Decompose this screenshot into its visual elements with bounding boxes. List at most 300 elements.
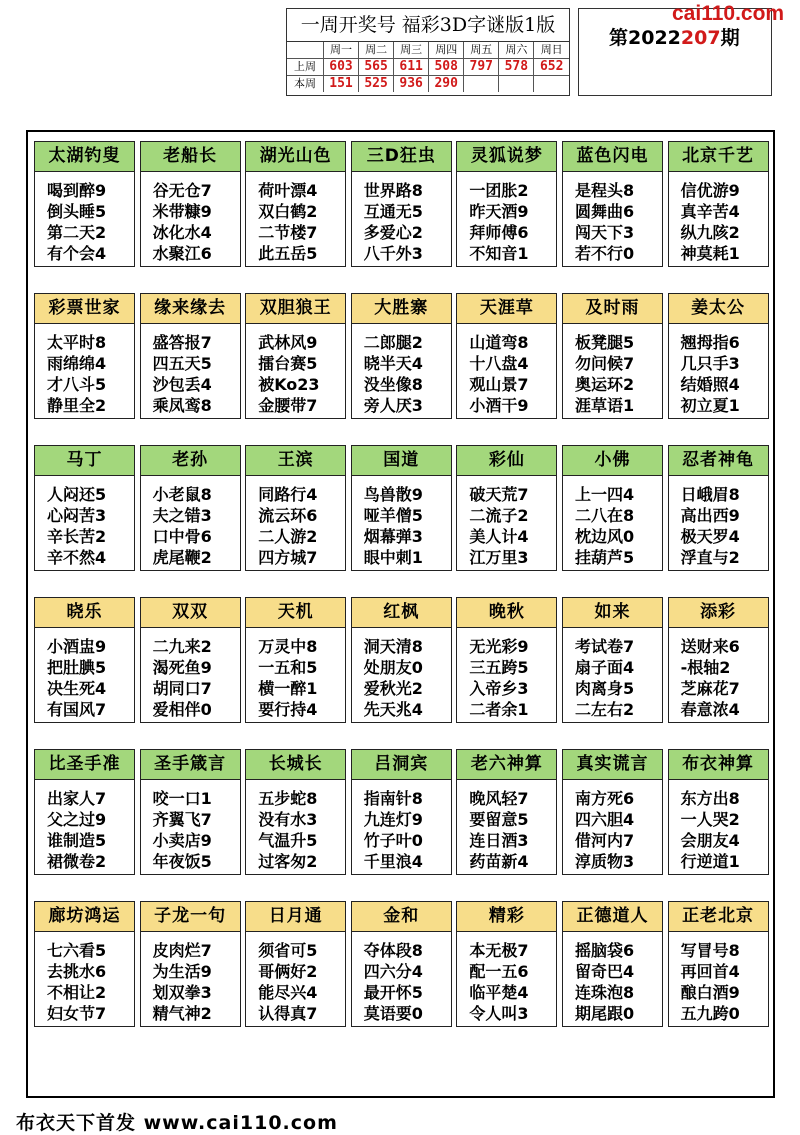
clue-line: 二节楼7 (258, 223, 318, 242)
card-clues (141, 324, 240, 416)
draw-number: 508 (429, 59, 464, 76)
clue-line: 皮肉烂7 (152, 941, 212, 960)
card-author: 吕洞宾 (352, 750, 451, 780)
draw-number: 797 (464, 59, 499, 76)
clue-line: 双白鹤2 (258, 202, 318, 221)
clue-line: 最开怀5 (363, 983, 423, 1002)
card-clues (35, 476, 134, 568)
clue-line: 雨绵绵4 (47, 354, 107, 373)
puzzle-card (351, 445, 452, 571)
clue-line: 静里全2 (47, 396, 107, 415)
puzzle-card (245, 597, 346, 723)
clue-line: 肉离身5 (574, 679, 635, 698)
card-clues (457, 780, 556, 872)
this-week-label: 本周 (287, 76, 324, 93)
card-author: 布衣神算 (669, 750, 768, 780)
puzzle-card (668, 445, 769, 571)
card-clues (246, 780, 345, 872)
puzzle-card (140, 293, 241, 419)
card-author: 湖光山色 (246, 142, 345, 172)
clue-line: 同路行4 (258, 485, 318, 504)
clue-line: 辛不然4 (47, 548, 107, 567)
clue-line: 四六胆4 (574, 810, 635, 829)
clue-line: 美人计4 (469, 527, 529, 546)
clue-line: 九连灯9 (363, 810, 423, 829)
day-label: 周六 (499, 42, 534, 59)
clue-line: 裙微卷2 (47, 852, 107, 871)
clue-line: 鸟兽散9 (363, 485, 423, 504)
this-week-row (287, 76, 569, 93)
clue-line: 昨天酒9 (469, 202, 529, 221)
card-clues (35, 932, 134, 1024)
puzzle-card (351, 901, 452, 1027)
clue-line: 几只手3 (680, 354, 740, 373)
puzzle-card (562, 901, 663, 1027)
day-label: 周一 (324, 42, 359, 59)
card-author: 添彩 (669, 598, 768, 628)
clue-line: 万灵中8 (258, 637, 318, 656)
clue-line: 千里浪4 (363, 852, 423, 871)
clue-line: 人闷还5 (47, 485, 107, 504)
card-clues (669, 172, 768, 264)
clue-line: 高出西9 (680, 506, 740, 525)
puzzle-card (562, 445, 663, 571)
draw-number (464, 76, 499, 93)
clue-line: 夫之错3 (152, 506, 212, 525)
clue-line: 要留意5 (469, 810, 529, 829)
clue-line: 二人游2 (258, 527, 318, 546)
clue-line: 二九来2 (152, 637, 212, 656)
card-clues (352, 324, 451, 416)
clue-line: 拜师傅6 (469, 223, 529, 242)
card-author: 忍者神龟 (669, 446, 768, 476)
card-clues (563, 780, 662, 872)
clue-line: 竹子叶0 (363, 831, 423, 850)
card-clues (352, 628, 451, 720)
day-label: 周五 (464, 42, 499, 59)
clue-line: 虎尾鞭2 (152, 548, 212, 567)
puzzle-card (456, 293, 557, 419)
puzzle-card (34, 749, 135, 875)
card-clues (35, 628, 134, 720)
puzzle-card (668, 141, 769, 267)
card-author: 老船长 (141, 142, 240, 172)
clue-line: 没坐像8 (363, 375, 423, 394)
clue-line: 太平时8 (47, 333, 107, 352)
clue-line: 有个会4 (47, 244, 107, 263)
card-clues (563, 324, 662, 416)
clue-line: 勿问候7 (574, 354, 635, 373)
clue-line: 二流子2 (469, 506, 529, 525)
card-clues (141, 780, 240, 872)
puzzle-card (562, 141, 663, 267)
clue-line: 入帝乡3 (469, 679, 529, 698)
puzzle-card (351, 597, 452, 723)
clue-line: 米带糠9 (152, 202, 212, 221)
clue-line: 酿白酒9 (680, 983, 740, 1002)
puzzle-card (668, 749, 769, 875)
puzzle-card (456, 597, 557, 723)
card-author: 双双 (141, 598, 240, 628)
clue-line: 过客匆2 (258, 852, 318, 871)
card-clues (246, 932, 345, 1024)
draw-number (534, 76, 569, 93)
clue-line: 浮直与2 (680, 548, 740, 567)
card-author: 彩票世家 (35, 294, 134, 324)
clue-line: 行逆道1 (680, 852, 740, 871)
puzzle-card-grid (34, 141, 769, 1027)
clue-line: 父之过9 (47, 810, 107, 829)
card-author: 姜太公 (669, 294, 768, 324)
draw-number: 565 (359, 59, 394, 76)
puzzle-card (562, 597, 663, 723)
draw-number (499, 76, 534, 93)
clue-line: 胡同口7 (152, 679, 212, 698)
clue-line: 留奇巴4 (574, 962, 635, 981)
clue-line: 无光彩9 (469, 637, 529, 656)
puzzle-card (140, 445, 241, 571)
clue-line: 晚风轻7 (469, 789, 529, 808)
clue-line: 一团胀2 (469, 181, 529, 200)
clue-line: 妇女节7 (47, 1004, 107, 1023)
day-label: 周三 (394, 42, 429, 59)
clue-line: 被Ko23 (258, 375, 320, 394)
clue-line: 会朋友4 (680, 831, 740, 850)
clue-line: 奥运环2 (574, 375, 635, 394)
clue-line: 二郎腿2 (363, 333, 423, 352)
clue-line: 借河内7 (574, 831, 635, 850)
card-clues (352, 780, 451, 872)
clue-line: 东方出8 (680, 789, 740, 808)
clue-line: 洞天清8 (363, 637, 423, 656)
clue-line: 淳质物3 (574, 852, 635, 871)
clue-line: 连珠泡8 (574, 983, 635, 1002)
card-author: 及时雨 (563, 294, 662, 324)
clue-line: 谷无仓7 (152, 181, 212, 200)
clue-line: 八千外3 (363, 244, 423, 263)
puzzle-card (34, 293, 135, 419)
card-author: 灵狐说梦 (457, 142, 556, 172)
clue-line: 临平楚4 (469, 983, 529, 1002)
card-author: 真实谎言 (563, 750, 662, 780)
clue-line: 芝麻花7 (680, 679, 740, 698)
card-clues (669, 628, 768, 720)
clue-line: 此五岳5 (258, 244, 318, 263)
puzzle-card (456, 749, 557, 875)
clue-line: 须省可5 (258, 941, 318, 960)
draw-number: 603 (324, 59, 359, 76)
clue-line: 板凳腿5 (574, 333, 635, 352)
clue-line: 春意浓4 (680, 700, 740, 719)
clue-line: 眼中刺1 (363, 548, 423, 567)
clue-line: 极天罗4 (680, 527, 740, 546)
card-author: 老孙 (141, 446, 240, 476)
clue-line: 小酒盅9 (47, 637, 107, 656)
card-clues (457, 932, 556, 1024)
clue-line: 摇脑袋6 (574, 941, 635, 960)
clue-line: 气温升5 (258, 831, 318, 850)
card-author: 马丁 (35, 446, 134, 476)
clue-line: 夺体段8 (363, 941, 423, 960)
clue-line: 决生死4 (47, 679, 107, 698)
day-label: 周二 (359, 42, 394, 59)
draw-number: 525 (359, 76, 394, 93)
card-clues (352, 932, 451, 1024)
puzzle-card (456, 445, 557, 571)
card-author: 王滨 (246, 446, 345, 476)
clue-line: 去挑水6 (47, 962, 107, 981)
puzzle-card (562, 293, 663, 419)
clue-line: 互通无5 (363, 202, 423, 221)
card-author: 缘来缘去 (141, 294, 240, 324)
puzzle-card (668, 901, 769, 1027)
card-author: 天涯草 (457, 294, 556, 324)
weekly-draw-panel (286, 8, 570, 96)
card-author: 子龙一句 (141, 902, 240, 932)
clue-line: 日峨眉8 (680, 485, 740, 504)
puzzle-card (34, 141, 135, 267)
clue-line: 神莫耗1 (680, 244, 740, 263)
puzzle-card (34, 597, 135, 723)
puzzle-card (351, 749, 452, 875)
clue-line: 咬一口1 (152, 789, 212, 808)
clue-line: 翘拇指6 (680, 333, 740, 352)
clue-line: 若不行0 (574, 244, 635, 263)
clue-line: 枕边风0 (574, 527, 635, 546)
clue-line: 闯天下3 (574, 223, 635, 242)
clue-line: 荷叶漂4 (258, 181, 318, 200)
clue-line: 五步蛇8 (258, 789, 318, 808)
card-author: 日月通 (246, 902, 345, 932)
day-label: 周日 (534, 42, 569, 59)
day-label: 周四 (429, 42, 464, 59)
clue-line: 精气神2 (152, 1004, 212, 1023)
site-logo-text: cai110.com (672, 2, 785, 25)
clue-line: 水聚江6 (152, 244, 212, 263)
site-logo[interactable] (672, 2, 785, 26)
puzzle-card (140, 597, 241, 723)
last-week-row (287, 59, 569, 76)
clue-line: 金腰带7 (258, 396, 318, 415)
clue-line: 沙包丢4 (152, 375, 212, 394)
card-clues (246, 476, 345, 568)
clue-line: 齐翼飞7 (152, 810, 212, 829)
clue-line: 世界路8 (363, 181, 423, 200)
clue-line: 心闷苦3 (47, 506, 107, 525)
clue-line: 初立夏1 (680, 396, 740, 415)
clue-line: 涯草语1 (574, 396, 635, 415)
card-author: 小佛 (563, 446, 662, 476)
issue-prefix: 第2022 (609, 27, 681, 49)
puzzle-card (351, 293, 452, 419)
card-clues (563, 932, 662, 1024)
clue-line: 多爱心2 (363, 223, 423, 242)
card-author: 正老北京 (669, 902, 768, 932)
puzzle-card (245, 445, 346, 571)
puzzle-card (456, 141, 557, 267)
clue-line: 处朋友0 (363, 658, 423, 677)
clue-line: -根轴2 (680, 658, 731, 677)
clue-line: 二左右2 (574, 700, 635, 719)
clue-line: 爱秋光2 (363, 679, 423, 698)
clue-line: 出家人7 (47, 789, 107, 808)
draw-table-corner (287, 42, 324, 59)
clue-line: 要行持4 (258, 700, 318, 719)
card-author: 彩仙 (457, 446, 556, 476)
clue-line: 挂葫芦5 (574, 548, 635, 567)
card-author: 正德道人 (563, 902, 662, 932)
clue-line: 把肚腆5 (47, 658, 107, 677)
clue-line: 渴死鱼9 (152, 658, 212, 677)
clue-line: 才八斗5 (47, 375, 107, 394)
card-author: 廊坊鸿运 (35, 902, 134, 932)
card-author: 太湖钓叟 (35, 142, 134, 172)
draw-table-header-row (287, 42, 569, 59)
clue-line: 不相让2 (47, 983, 107, 1002)
draw-number: 652 (534, 59, 569, 76)
footer-credit: 布衣天下首发 www.cai110.com (16, 1112, 338, 1134)
card-clues (563, 628, 662, 720)
clue-line: 三五跨5 (469, 658, 529, 677)
clue-line: 盛答报7 (152, 333, 212, 352)
clue-line: 四五天5 (152, 354, 212, 373)
card-author: 红枫 (352, 598, 451, 628)
clue-line: 辛长苦2 (47, 527, 107, 546)
card-author: 双胆狼王 (246, 294, 345, 324)
puzzle-card (245, 141, 346, 267)
card-clues (246, 628, 345, 720)
clue-line: 划双拳3 (152, 983, 212, 1002)
clue-line: 考试卷7 (574, 637, 635, 656)
clue-line: 本无极7 (469, 941, 529, 960)
clue-line: 年夜饭5 (152, 852, 212, 871)
clue-line: 旁人厌3 (363, 396, 423, 415)
card-clues (246, 324, 345, 416)
card-author: 北京千艺 (669, 142, 768, 172)
puzzle-card (34, 901, 135, 1027)
clue-line: 烟幕弹3 (363, 527, 423, 546)
card-clues (669, 780, 768, 872)
clue-line: 上一四4 (574, 485, 635, 504)
clue-line: 乘凤鸾8 (152, 396, 212, 415)
issue-highlight: 207 (680, 27, 721, 49)
puzzle-card (245, 901, 346, 1027)
card-author: 国道 (352, 446, 451, 476)
clue-line: 纵九陔2 (680, 223, 740, 242)
clue-line: 第二天2 (47, 223, 107, 242)
card-author: 长城长 (246, 750, 345, 780)
draw-table (287, 42, 569, 92)
puzzle-card (34, 445, 135, 571)
card-author: 比圣手准 (35, 750, 134, 780)
clue-line: 哥俩好2 (258, 962, 318, 981)
clue-line: 令人叫3 (469, 1004, 529, 1023)
card-clues (669, 932, 768, 1024)
clue-line: 南方死6 (574, 789, 635, 808)
puzzle-card (140, 901, 241, 1027)
card-author: 三D狂虫 (352, 142, 451, 172)
card-author: 天机 (246, 598, 345, 628)
clue-line: 是程头8 (574, 181, 635, 200)
puzzle-card (140, 141, 241, 267)
puzzle-card (245, 293, 346, 419)
card-clues (563, 172, 662, 264)
clue-line: 四六分4 (363, 962, 423, 981)
puzzle-card (456, 901, 557, 1027)
clue-line: 小老鼠8 (152, 485, 212, 504)
clue-line: 十八盘4 (469, 354, 529, 373)
clue-line: 谁制造5 (47, 831, 107, 850)
card-clues (457, 324, 556, 416)
clue-line: 横一醉1 (258, 679, 318, 698)
clue-line: 认得真7 (258, 1004, 318, 1023)
clue-line: 流云环6 (258, 506, 318, 525)
clue-line: 倒头睡5 (47, 202, 107, 221)
clue-line: 哑羊僧5 (363, 506, 423, 525)
puzzle-card (668, 597, 769, 723)
card-clues (563, 476, 662, 568)
draw-number: 151 (324, 76, 359, 93)
clue-line: 信优游9 (680, 181, 740, 200)
card-author: 老六神算 (457, 750, 556, 780)
card-author: 金和 (352, 902, 451, 932)
clue-line: 七六看5 (47, 941, 107, 960)
puzzle-card (668, 293, 769, 419)
clue-line: 药苗新4 (469, 852, 529, 871)
clue-line: 江万里3 (469, 548, 529, 567)
clue-line: 指南针8 (363, 789, 423, 808)
draw-panel-title: 一周开奖号 福彩3D字谜版1版 (287, 9, 569, 42)
card-author: 圣手箴言 (141, 750, 240, 780)
card-clues (141, 172, 240, 264)
card-clues (669, 324, 768, 416)
clue-line: 再回首4 (680, 962, 740, 981)
card-author: 蓝色闪电 (563, 142, 662, 172)
puzzle-card (562, 749, 663, 875)
clue-line: 一人哭2 (680, 810, 740, 829)
card-clues (35, 172, 134, 264)
clue-line: 二八在8 (574, 506, 635, 525)
card-author: 晚秋 (457, 598, 556, 628)
last-week-label: 上周 (287, 59, 324, 76)
card-clues (457, 172, 556, 264)
card-clues (141, 932, 240, 1024)
card-clues (35, 324, 134, 416)
clue-line: 圆舞曲6 (574, 202, 635, 221)
puzzle-card (351, 141, 452, 267)
card-clues (141, 476, 240, 568)
clue-line: 喝到醉9 (47, 181, 107, 200)
clue-line: 一五和5 (258, 658, 318, 677)
clue-line: 小酒干9 (469, 396, 529, 415)
clue-line: 山道弯8 (469, 333, 529, 352)
draw-number: 611 (394, 59, 429, 76)
clue-line: 结婚照4 (680, 375, 740, 394)
clue-line: 有国风7 (47, 700, 107, 719)
card-clues (457, 476, 556, 568)
clue-line: 爱相伴0 (152, 700, 212, 719)
clue-line: 小卖店9 (152, 831, 212, 850)
card-clues (669, 476, 768, 568)
clue-line: 冰化水4 (152, 223, 212, 242)
issue-suffix: 期 (720, 27, 740, 49)
clue-line: 武林风9 (258, 333, 318, 352)
clue-line: 晓半天4 (363, 354, 423, 373)
clue-line: 为生活9 (152, 962, 212, 981)
clue-line: 四方城7 (258, 548, 318, 567)
card-clues (352, 172, 451, 264)
clue-line: 送财来6 (680, 637, 740, 656)
